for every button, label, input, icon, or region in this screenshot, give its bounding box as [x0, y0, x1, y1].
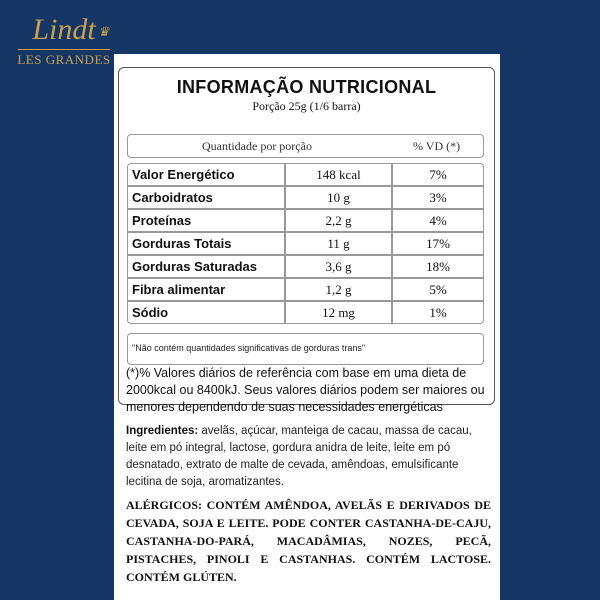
nutrient-name: Sódio: [127, 301, 285, 324]
nutrient-vd: 5%: [392, 278, 484, 301]
label-sheet: [114, 54, 500, 600]
nutrient-vd: 1%: [392, 301, 484, 324]
table-row: [127, 209, 484, 232]
brand-subtitle: LES GRANDES: [17, 52, 111, 67]
brand-divider: [18, 49, 110, 50]
nutrient-name: Carboidratos: [127, 186, 285, 209]
table-row: [127, 255, 484, 278]
nutrient-quantity: 1,2 g: [285, 278, 392, 301]
nutrient-name: Gorduras Saturadas: [127, 255, 285, 278]
nutrient-vd: 18%: [392, 255, 484, 278]
brand-logo-text: Lindt: [32, 13, 96, 46]
nutrient-name: Proteínas: [127, 209, 285, 232]
table-row: [127, 301, 484, 324]
header-quantity: Quantidade por porção: [202, 139, 312, 153]
nutrient-name: Valor Energético: [127, 163, 285, 186]
nutrition-header: [127, 134, 484, 158]
nutrient-quantity: 10 g: [285, 186, 392, 209]
nutrition-facts-box: [118, 67, 495, 405]
nutrient-quantity: 3,6 g: [285, 255, 392, 278]
nutrition-title: INFORMAÇÃO NUTRICIONAL: [176, 77, 437, 97]
header-vd: % VD (*): [413, 139, 461, 153]
table-row: [127, 186, 484, 209]
nutrient-quantity: 148 kcal: [285, 163, 392, 186]
ingredients-paragraph: [126, 423, 488, 491]
trans-fat-note: "Não contém quantidades significativas de gorduras trans": [127, 333, 484, 365]
nutrient-name: Fibra alimentar: [127, 278, 285, 301]
nutrition-portion: Porção 25g (1/6 barra): [252, 99, 361, 113]
nutrient-quantity: 11 g: [285, 232, 392, 255]
ingredients-label: Ingredientes:: [126, 425, 199, 437]
table-row: [127, 163, 484, 186]
table-row: [127, 232, 484, 255]
brand-logo: [14, 14, 114, 68]
crown-icon: ♛: [98, 24, 110, 39]
daily-values-note: (*)% Valores diários de referência com base em uma dieta de 2000kcal ou 8400kJ. Seus valores diários podem ser maiores ou menores dependendo de suas necessidades energéticas: [126, 366, 485, 414]
nutrient-vd: 4%: [392, 209, 484, 232]
nutrient-quantity: 12 mg: [285, 301, 392, 324]
nutrient-name: Gorduras Totais: [127, 232, 285, 255]
nutrient-vd: 17%: [392, 232, 484, 255]
table-row: [127, 278, 484, 301]
nutrient-quantity: 2,2 g: [285, 209, 392, 232]
nutrition-table: [127, 163, 484, 324]
allergens-warning: ALÉRGICOS: CONTÉM AMÊNDOA, AVELÃS E DERIVADOS DE CEVADA, SOJA E LEITE. PODE CONTER CASTANHA-DE-CAJU, CASTANHA-DO-PARÁ, MACADÂMIAS, NOZES, PECÃ, PISTACHES, PINOLI E CASTANHAS. CONTÉM LACTOSE. CONTÉM GLÚTEN.: [126, 498, 491, 584]
nutrient-vd: 3%: [392, 186, 484, 209]
ingredients-text: avelãs, açúcar, manteiga de cacau, massa de cacau, leite em pó integral, lactose, gordura anidra de leite, leite em pó desnatado, extrato de malte de cevada, amêndoas, emulsificante lecitina de soja, aromatizantes.: [126, 425, 472, 488]
nutrient-vd: 7%: [392, 163, 484, 186]
